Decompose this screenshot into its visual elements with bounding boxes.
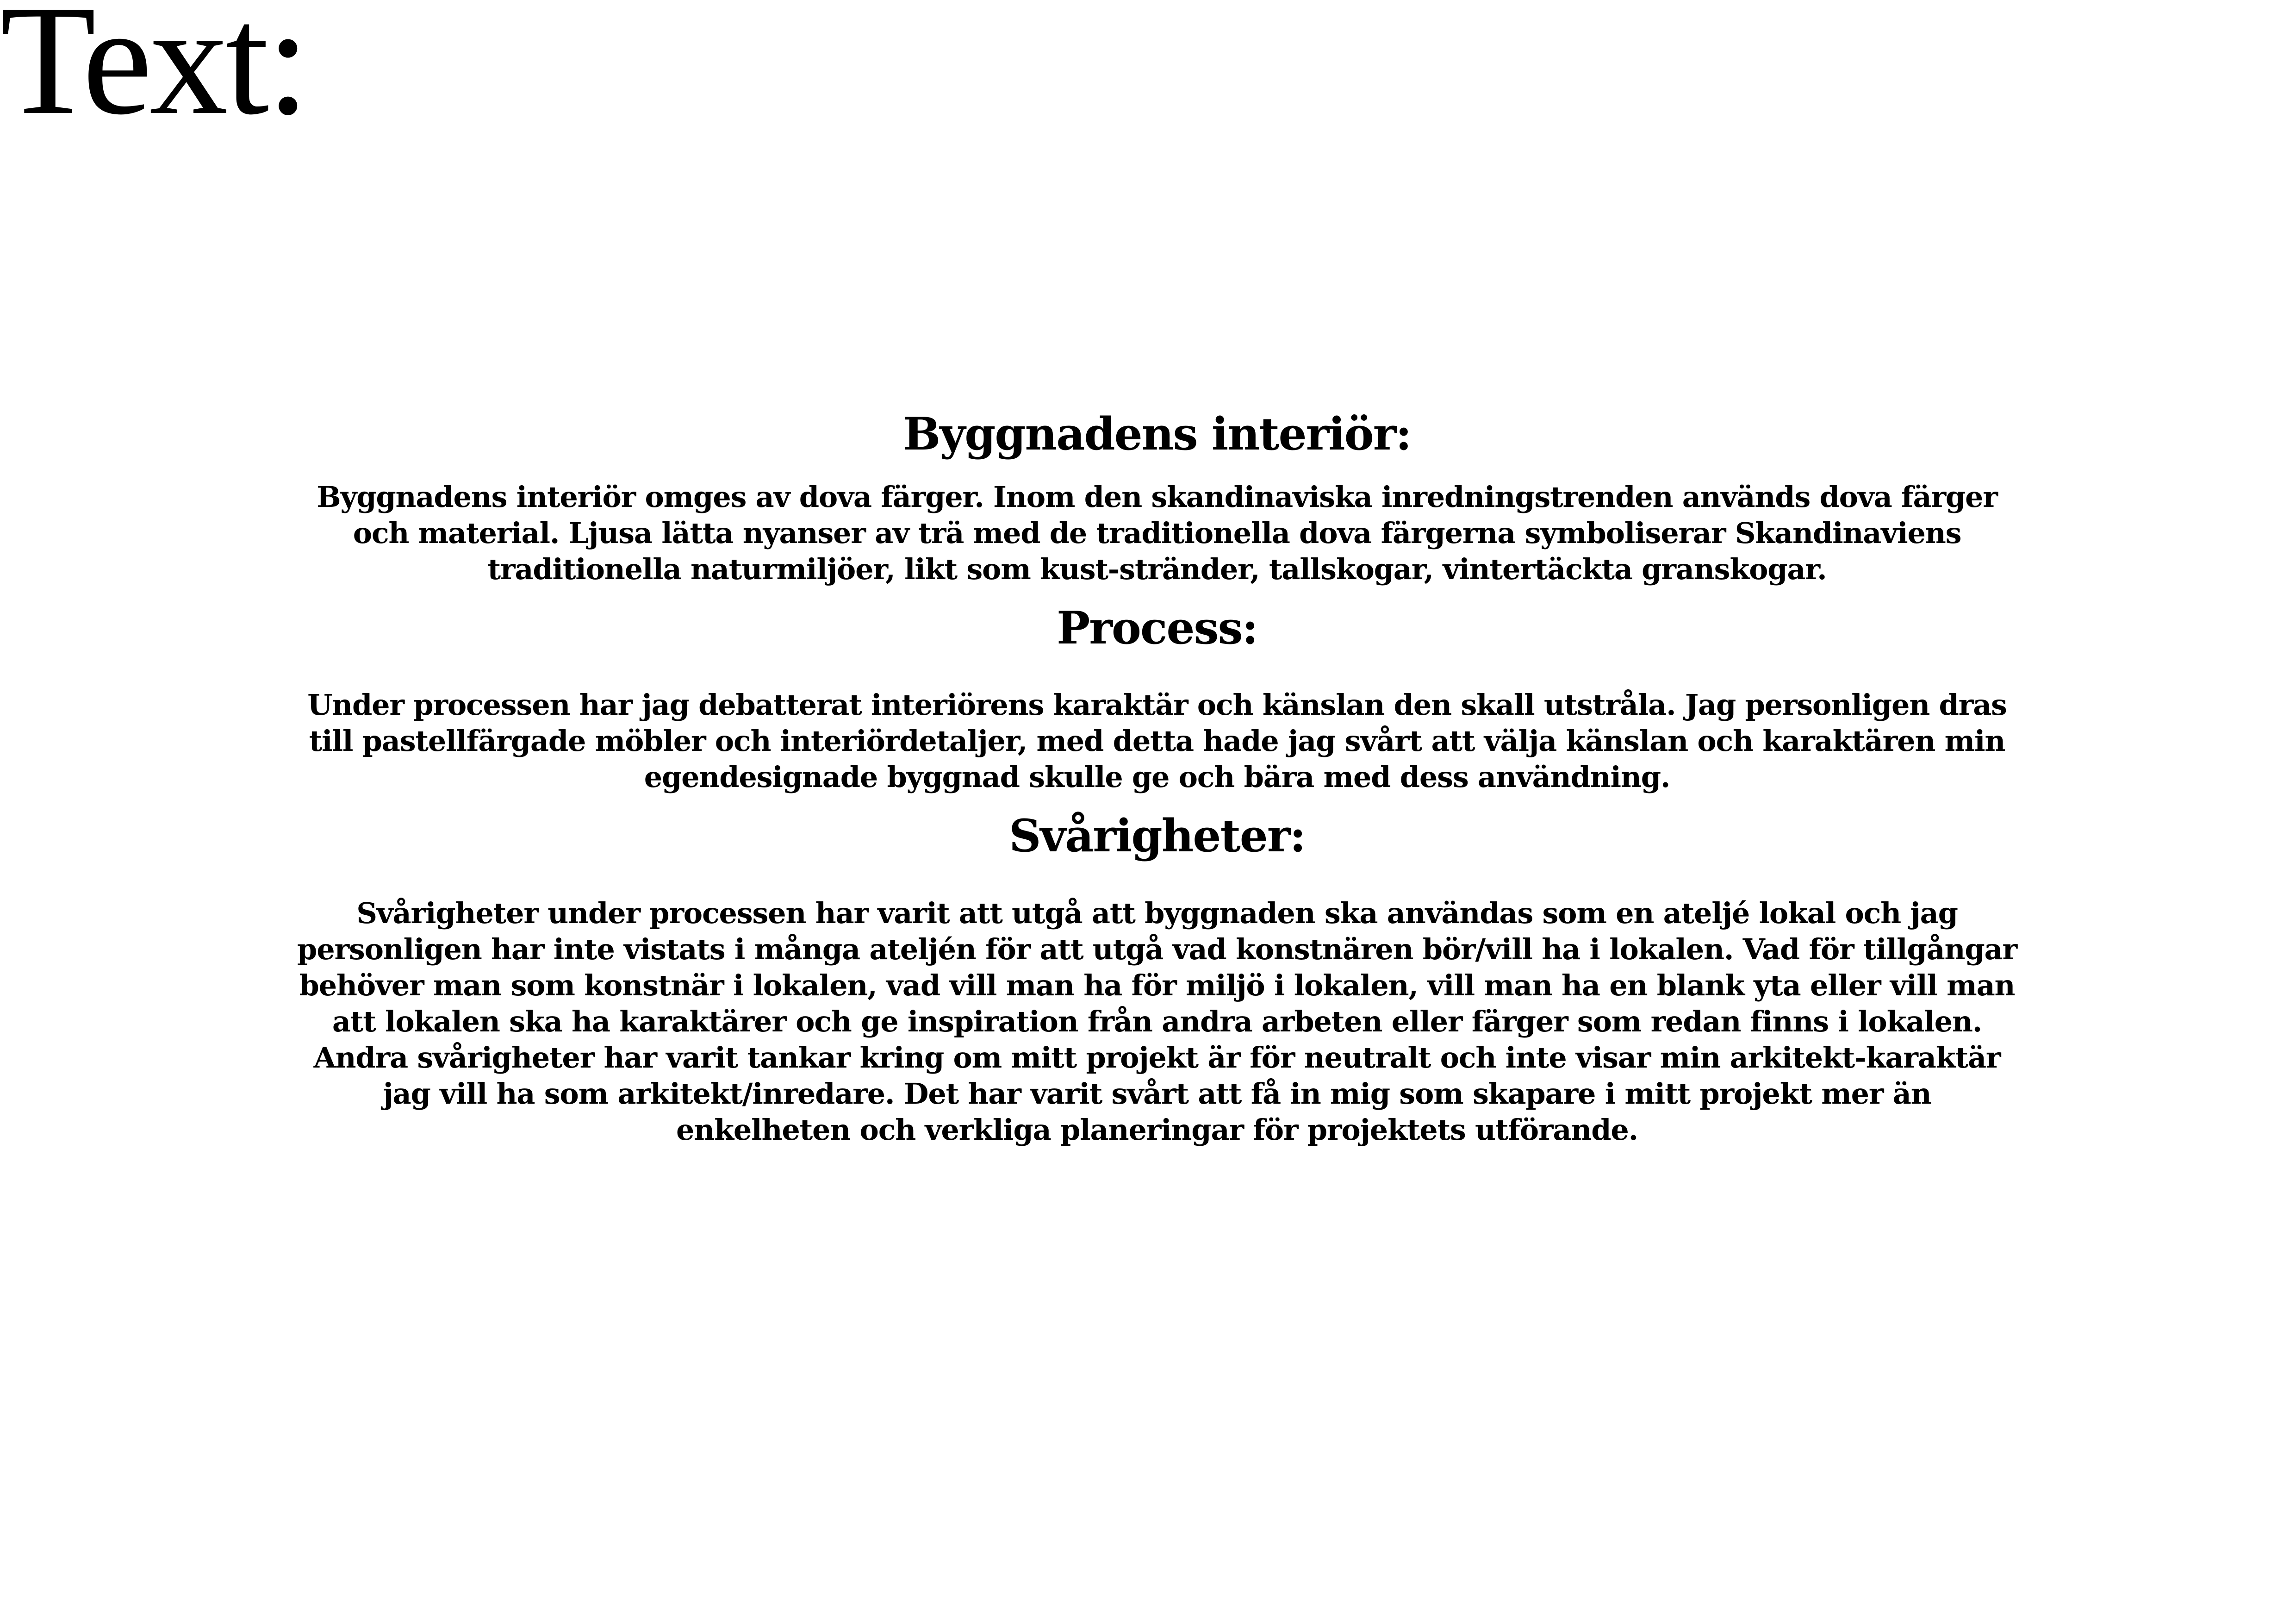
section-body-interior: Byggnadens interiör omges av dova färger. Inom den skandinaviska inredningstrenden används dova färger och material. Ljusa lätta nyanser av trä med de traditionella dova färgerna symboliserar Skandinaviens traditionella naturmiljöer, likt som kust-stränder, tallskogar, vintertäckta granskogar. xyxy=(317,480,1997,587)
section-heading-interior: Byggnadens interiör: xyxy=(903,408,1411,460)
section-heading-difficulties: Svårigheter: xyxy=(1009,810,1305,862)
section-body-difficulties: Svårigheter under processen har varit att utgå att byggnaden ska användas som en ateljé lokal och jag personligen har inte vistats i många ateljén för att utgå vad konstnären bör/vill ha i lokalen. Vad för tillgångar behöver man som konstnär i lokalen, vad vill man ha för miljö i lokalen, vill man ha en blank yta eller vill man att lokalen ska ha karaktärer och ge inspiration från andra arbeten eller färger som redan finns i lokalen. Andra svårigheter har varit tankar kring om mitt projekt är för neutralt och inte visar min arkitekt-karaktär jag vill ha som arkitekt/inredare. Det har varit svårt att få in mig som skapare i mitt projekt mer än enkelheten och verkliga planeringar för projektets utförande. xyxy=(297,896,2017,1147)
page-title: Text: xyxy=(0,0,307,147)
section-heading-process: Process: xyxy=(1057,602,1257,655)
section-body-process: Under processen har jag debatterat interiörens karaktär och känslan den skall utstråla. Jag personligen dras till pastellfärgade möbler och interiördetaljer, med detta hade jag svårt att välja känslan och karaktären min egendesignade byggnad skulle ge och bära med dess användning. xyxy=(307,688,2007,794)
text-content xyxy=(296,407,2018,1148)
